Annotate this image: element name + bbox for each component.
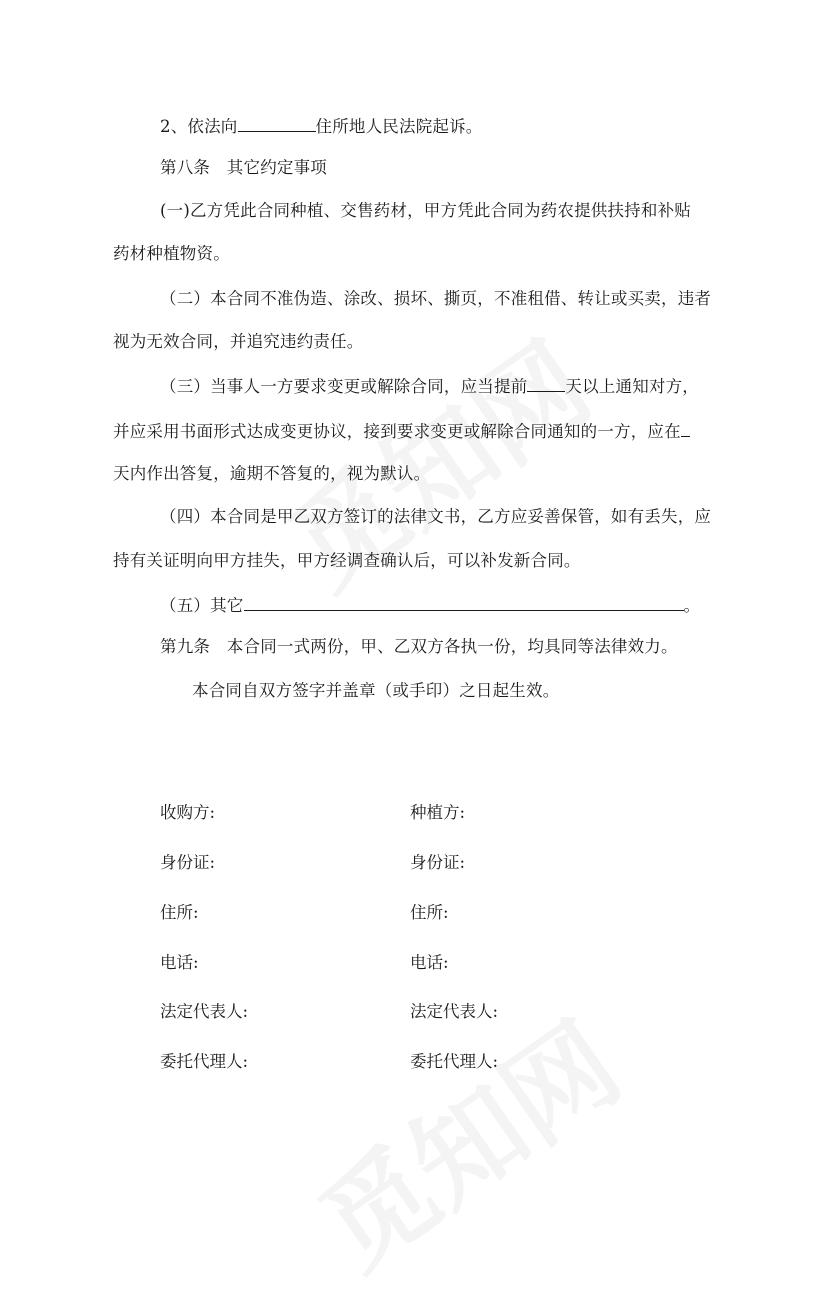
- item-3-line-3: 天内作出答复，逾期不答复的，视为默认。: [113, 464, 431, 483]
- buyer-label: 收购方:: [160, 803, 216, 822]
- item-5: [160, 593, 700, 617]
- item-5-after: 。: [683, 596, 701, 615]
- item-1-line-2: 药材种植物资。: [113, 244, 230, 263]
- court-blank: [238, 114, 316, 132]
- grower-phone-label: 电话:: [410, 953, 449, 972]
- effective-clause: 本合同自双方签字并盖章（或手印）之日起生效。: [192, 681, 560, 700]
- grower-address-label: 住所:: [410, 903, 449, 922]
- clause-2: [160, 114, 483, 138]
- item-5-before: （五）其它: [160, 596, 244, 615]
- grower-legal-rep-label: 法定代表人:: [410, 1002, 499, 1021]
- grower-id-label: 身份证:: [410, 853, 466, 872]
- item-3-line-2-text: 并应采用书面形式达成变更协议，接到要求变更或解除合同通知的一方，应在: [113, 422, 681, 441]
- grower-label: 种植方:: [410, 803, 466, 822]
- item-3-before: （三）当事人一方要求变更或解除合同，应当提前: [160, 377, 528, 396]
- article-9: 第九条 本合同一式两份，甲、乙双方各执一份，均具同等法律效力。: [160, 637, 678, 656]
- item-3-line-2: [113, 419, 690, 443]
- item-4-line-1: （四）本合同是甲乙双方签订的法律文书，乙方应妥善保管，如有丢失，应: [160, 507, 712, 526]
- buyer-phone-label: 电话:: [160, 953, 199, 972]
- buyer-legal-rep-label: 法定代表人:: [160, 1002, 249, 1021]
- grower-agent-label: 委托代理人:: [410, 1052, 499, 1071]
- notice-days-blank: [527, 374, 565, 392]
- watermark: [285, 980, 646, 1298]
- item-3-line-1: [160, 374, 699, 398]
- item-4-line-2: 持有关证明向甲方挂失，甲方经调查确认后，可以补发新合同。: [113, 551, 581, 570]
- item-3-after: 天以上通知对方，: [565, 377, 700, 396]
- other-terms-blank: [244, 593, 684, 611]
- article-8-title: 第八条 其它约定事项: [160, 158, 327, 177]
- item-2-line-2: 视为无效合同，并追究违约责任。: [113, 332, 364, 351]
- clause-2-after: 住所地人民法院起诉。: [315, 117, 483, 136]
- item-2-line-1: （二）本合同不准伪造、涂改、损坏、撕页，不准租借、转让或买卖，违者: [160, 289, 712, 308]
- buyer-agent-label: 委托代理人:: [160, 1052, 249, 1071]
- buyer-address-label: 住所:: [160, 903, 199, 922]
- buyer-id-label: 身份证:: [160, 853, 216, 872]
- reply-days-blank: [681, 419, 690, 437]
- clause-2-before: 2、依法向: [160, 117, 238, 136]
- item-1-line-1: (一)乙方凭此合同种植、交售药材，甲方凭此合同为药农提供扶持和补贴: [160, 201, 691, 220]
